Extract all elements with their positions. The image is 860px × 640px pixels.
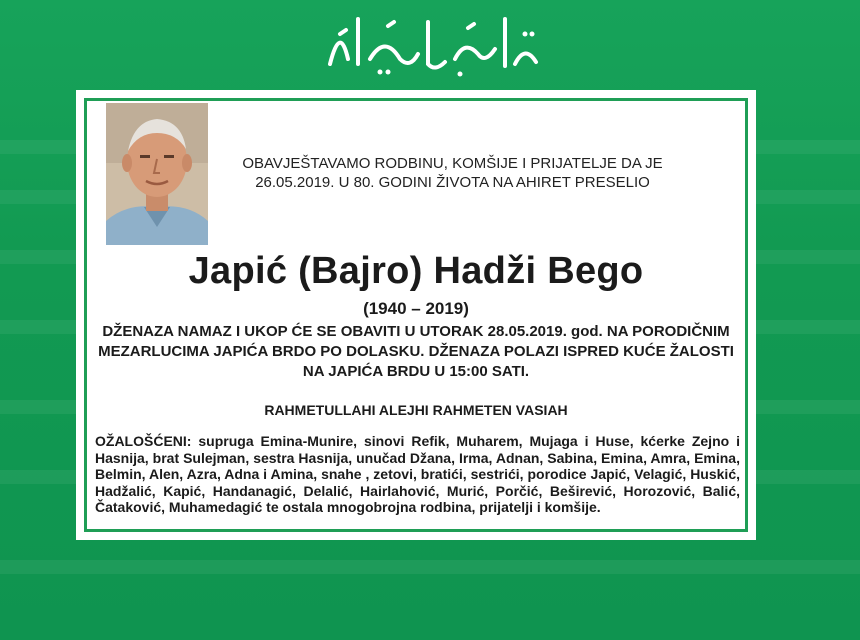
mourners-list [95,433,740,516]
mourners-label: OŽALOŠĆENI: [95,433,192,449]
funeral-details: DŽENAZA NAMAZ I UKOP ĆE SE OBAVITI U UTORAK 28.05.2019. god. NA PORODIČNIM MEZARLUCIMA JAPIĆA BRDO PO DOLASKU. DŽENAZA POLAZI ISPRED KUĆE ŽALOSTI NA JAPIĆA BRDU U 15:00 SATI. [98,323,734,380]
announcement-intro: OBAVJEŠTAVAMO RODBINU, KOMŠIJE I PRIJATELJE DA JE 26.05.2019. U 80. GODINI ŽIVOTA NA AHIRET PRESELIO [242,155,663,191]
calligraphy-header [300,4,560,84]
prayer-text: RAHMETULLAHI ALEJHI RAHMETEN VASIAH [264,402,568,418]
calligraphy-icon [300,4,560,84]
life-years: (1940 – 2019) [363,299,469,318]
portrait-photo [106,103,208,245]
deceased-name: Japić (Bajro) Hadži Bego [188,250,644,292]
mourners-text: supruga Emina-Munire, sinovi Refik, Muharem, Mujaga i Huse, kćerke Zejno i Hasnija, brat Sulejman, sestra Hasnija, unučad Džana, Irma, Adnan, Sabina, Emina, Amra, Emina, Belmin, Alen, Azra, Adna i Amina, snahe , zetovi, bratići, sestrići, porodice Japić, Velagić, Huskić, Hadžalić, Kapić, Handanagić, Delalić, Hairlahović, Murić, Porčić, Beširević, Horozović, Balić, Čataković, Muhamedagić te ostala mnogobrojna rodbina, prijatelji i komšije. [95,433,740,516]
portrait-image [106,103,208,245]
